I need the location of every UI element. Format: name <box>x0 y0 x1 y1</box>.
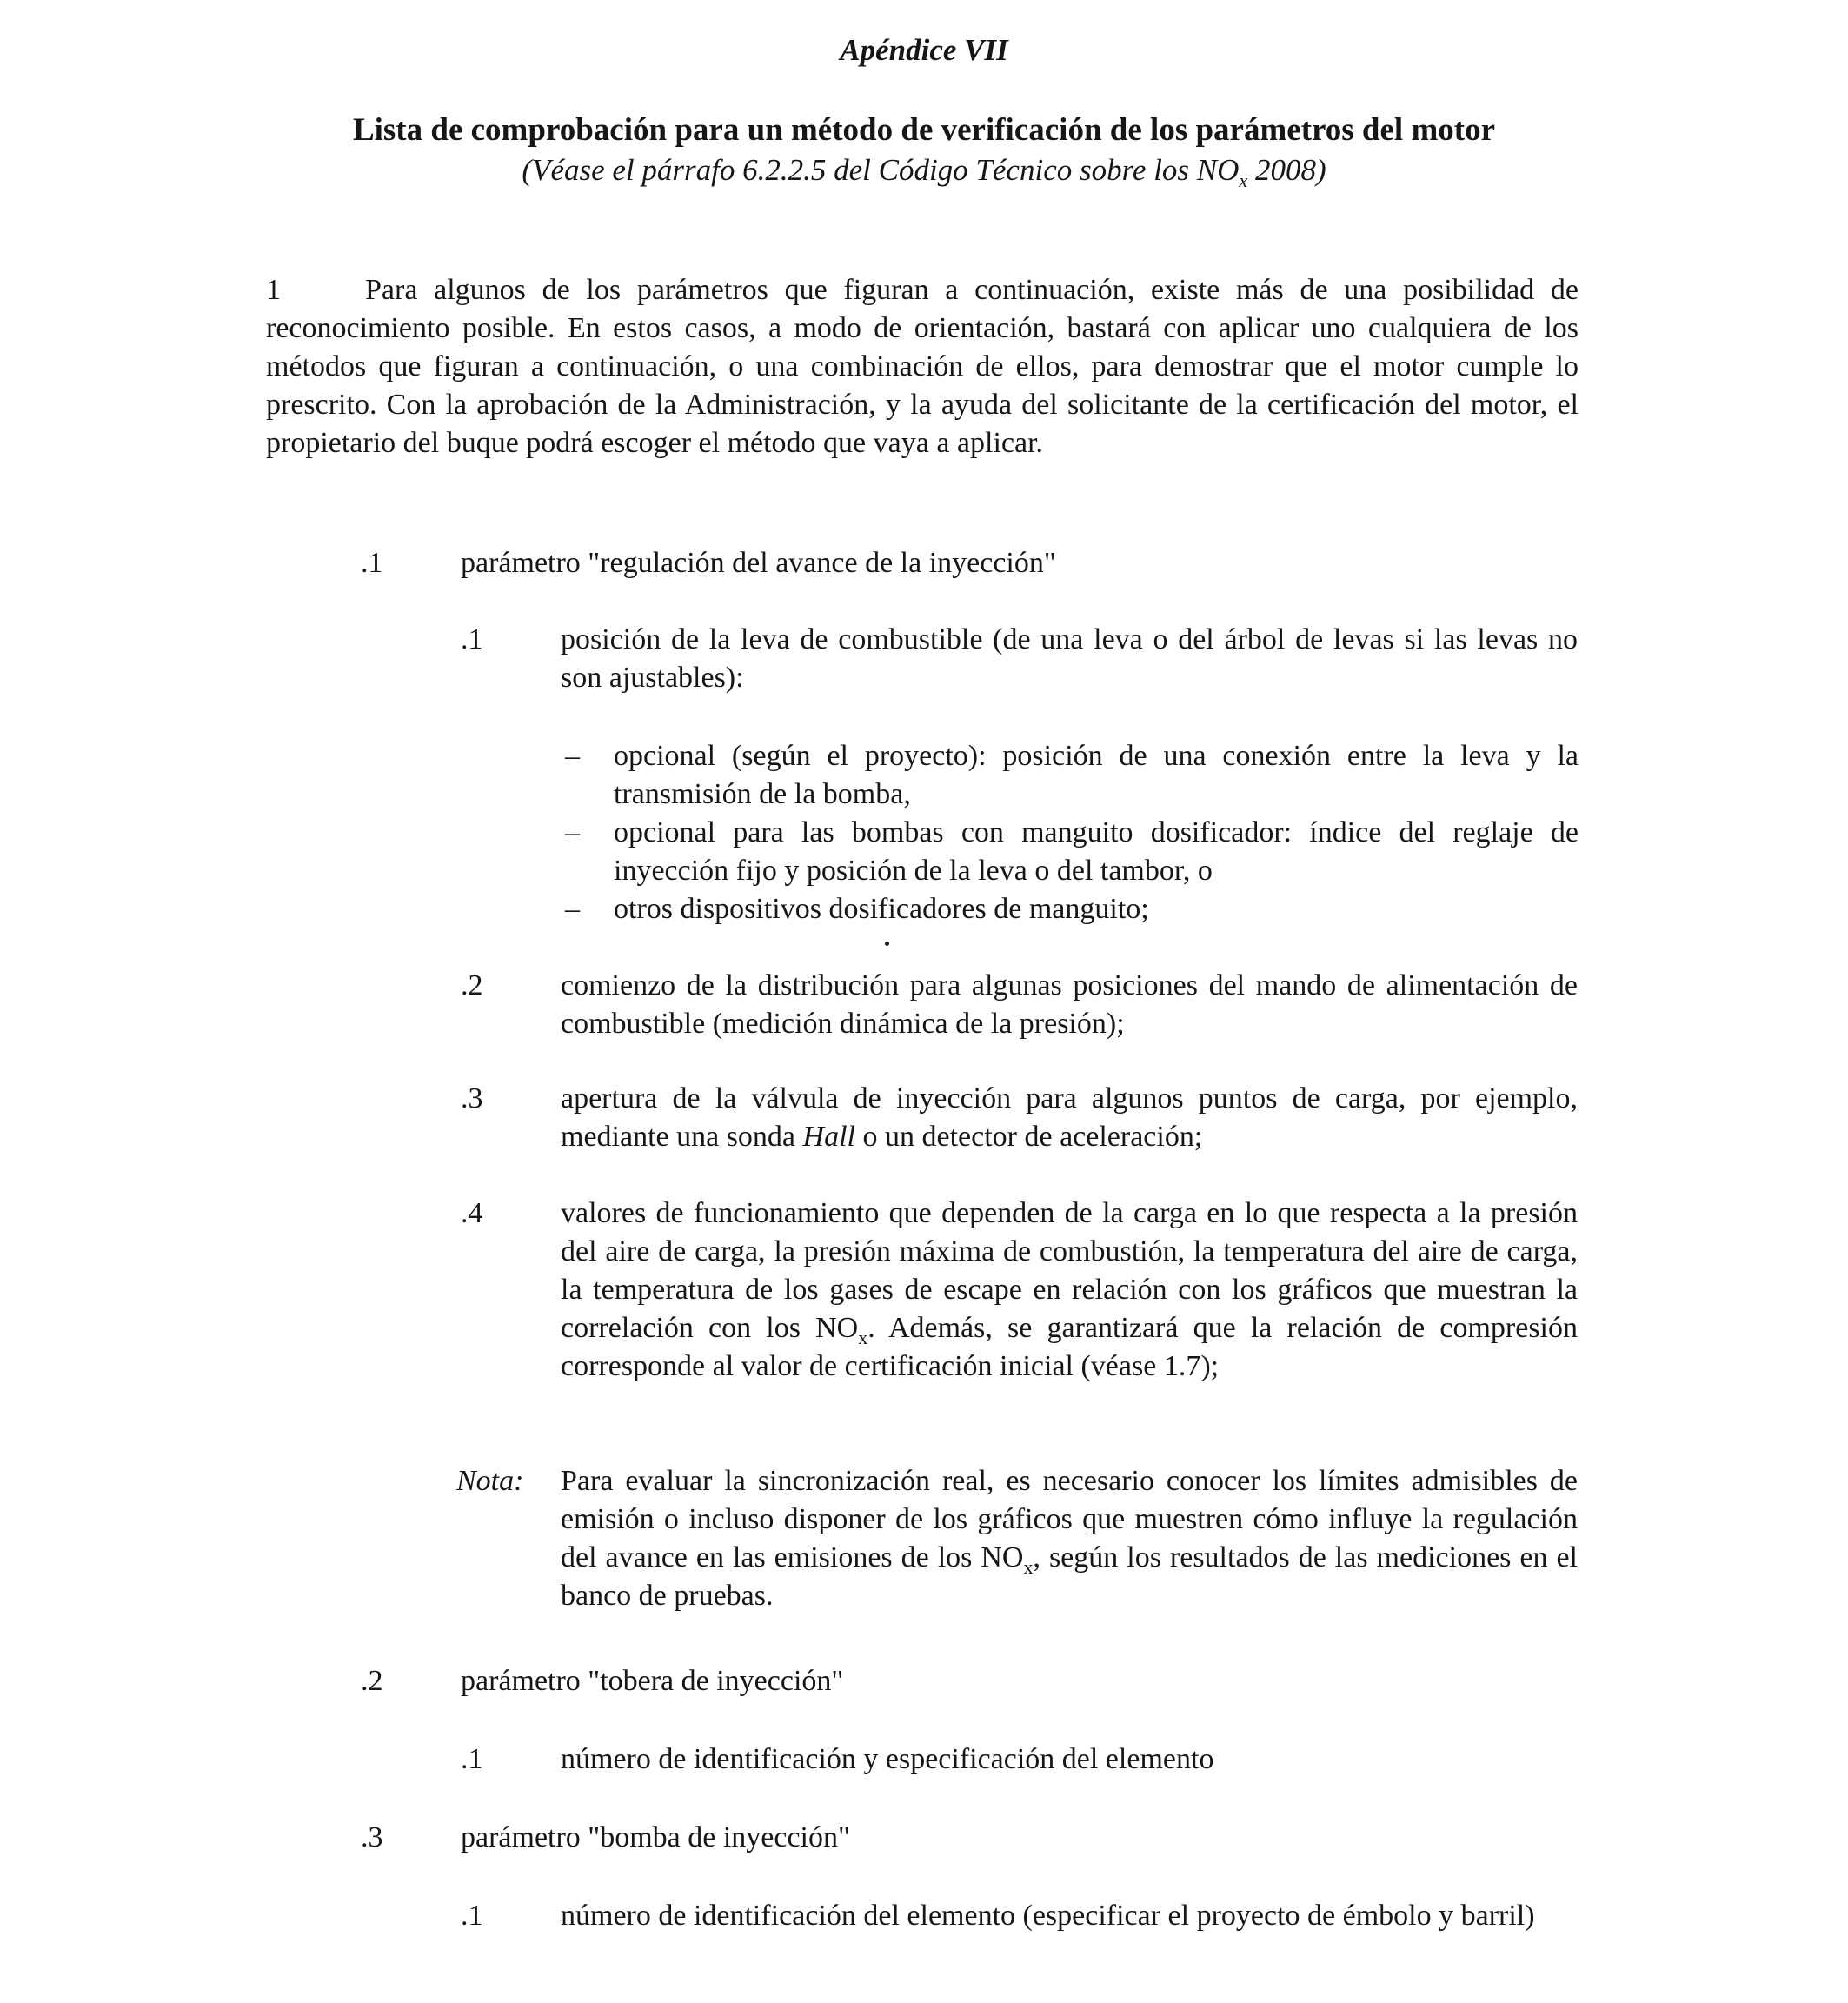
section-1-item-2 <box>0 967 1848 1045</box>
page-title: Lista de comprobación para un método de verificación de los parámetros del motor <box>352 112 1496 148</box>
section-2-item-1 <box>0 1740 1848 1779</box>
item-text: número de identificación y especificación del elemento <box>561 1743 1214 1775</box>
bullet-text: opcional para las bombas con manguito dosificador: índice del reglaje de inyección fijo y posición de la leva o del tambor, o <box>614 816 1579 887</box>
section-3 <box>0 1819 1848 1857</box>
item-text-part: valores de funcionamiento que dependen de la carga en lo que respecta a la presión del aire de carga, la presión máxima de combustión, la temperatura del aire de carga, la temperatura de los gases de escape en relación con los gráficos que muestran la correlación con los NO <box>561 1197 1578 1344</box>
section-1-note <box>0 1462 1848 1619</box>
note-text-part: Para evaluar la sincronización real, es necesario conocer los límites admisibles de emisión o incluso disponer de los gráficos que muestren cómo influye la regulación del avance en las emisiones de los NO <box>561 1465 1578 1574</box>
section-number: .3 <box>361 1821 383 1853</box>
section-number: .2 <box>361 1665 383 1697</box>
bullet-item <box>0 737 1848 814</box>
item-text: número de identificación del elemento (especificar el proyecto de émbolo y barril) <box>561 1900 1535 1932</box>
item-number: .1 <box>461 623 483 655</box>
section-1 <box>0 544 1848 582</box>
intro-text: Para algunos de los parámetros que figuran a continuación, existe más de una posibilidad de reconocimiento posible. En estos casos, a modo de orientación, bastará con aplicar uno cualquiera de los métodos que figuran a continuación, o una combinación de ellos, para demostrar que el motor cumple lo prescrito. Con la aprobación de la Administración, y la ayuda del solicitante de la certificación del motor, el propietario del buque podrá escoger el método que vaya a aplicar. <box>266 274 1579 459</box>
section-1-item-4 <box>0 1194 1848 1429</box>
dash-marker: – <box>565 893 580 925</box>
item-text: posición de la leva de combustible (de una leva o del árbol de levas si las levas no son ajustables): <box>561 623 1578 694</box>
item-text-italic: Hall <box>802 1121 855 1153</box>
item-text <box>561 1194 1578 1386</box>
dash-marker: – <box>565 816 580 848</box>
subtitle-text: (Véase el párrafo 6.2.2.5 del Código Técnico sobre los NO <box>522 153 1240 187</box>
item-number: .3 <box>461 1082 483 1115</box>
section-1-item-1 <box>0 621 1848 699</box>
section-number: .1 <box>361 547 383 579</box>
item-text-part: . Además, se garantizará que la relación de compresión corresponde al valor de certificación inicial (véase 1.7); <box>561 1312 1579 1382</box>
intro-paragraph <box>266 271 1579 462</box>
section-heading: parámetro "regulación del avance de la inyección" <box>461 547 1056 579</box>
appendix-heading: Apéndice VII <box>840 33 1008 67</box>
note-text-subscript: x <box>1023 1555 1034 1578</box>
page-subtitle <box>0 153 1848 191</box>
item-text <box>561 1080 1578 1156</box>
section-2 <box>0 1662 1848 1700</box>
section-3-item-1 <box>0 1897 1848 1975</box>
item-text: comienzo de la distribución para algunas posiciones del mando de alimentación de combustible (medición dinámica de la presión); <box>561 969 1578 1040</box>
item-number: .2 <box>461 969 483 1002</box>
bullet-item <box>0 814 1848 890</box>
item-text-part: o un detector de aceleración; <box>854 1121 1203 1153</box>
note-label: Nota: <box>456 1465 524 1497</box>
bullet-item <box>0 890 1848 928</box>
note-text-part: , según los resultados de las mediciones en el banco de pruebas. <box>561 1541 1578 1612</box>
section-heading: parámetro "bomba de inyección" <box>461 1821 850 1853</box>
item-number: .4 <box>461 1197 483 1229</box>
subtitle-subscript: x <box>1239 170 1248 191</box>
dash-marker: – <box>565 740 580 772</box>
item-text-part: apertura de la válvula de inyección para algunos puntos de carga, por ejemplo, mediante una sonda <box>561 1082 1578 1153</box>
subtitle-year: 2008) <box>1247 153 1326 187</box>
note-text <box>561 1462 1578 1615</box>
item-text-subscript: x <box>858 1326 868 1348</box>
item-number: .1 <box>461 1743 483 1775</box>
bullet-text: otros dispositivos dosificadores de manguito; <box>614 893 1149 925</box>
bullet-text: opcional (según el proyecto): posición de una conexión entre la leva y la transmisión de la bomba, <box>614 740 1579 810</box>
item-number: .1 <box>461 1900 483 1932</box>
intro-number: 1 <box>266 274 281 306</box>
section-1-item-3 <box>0 1080 1848 1158</box>
section-heading: parámetro "tobera de inyección" <box>461 1665 844 1697</box>
scan-speck <box>885 942 889 946</box>
